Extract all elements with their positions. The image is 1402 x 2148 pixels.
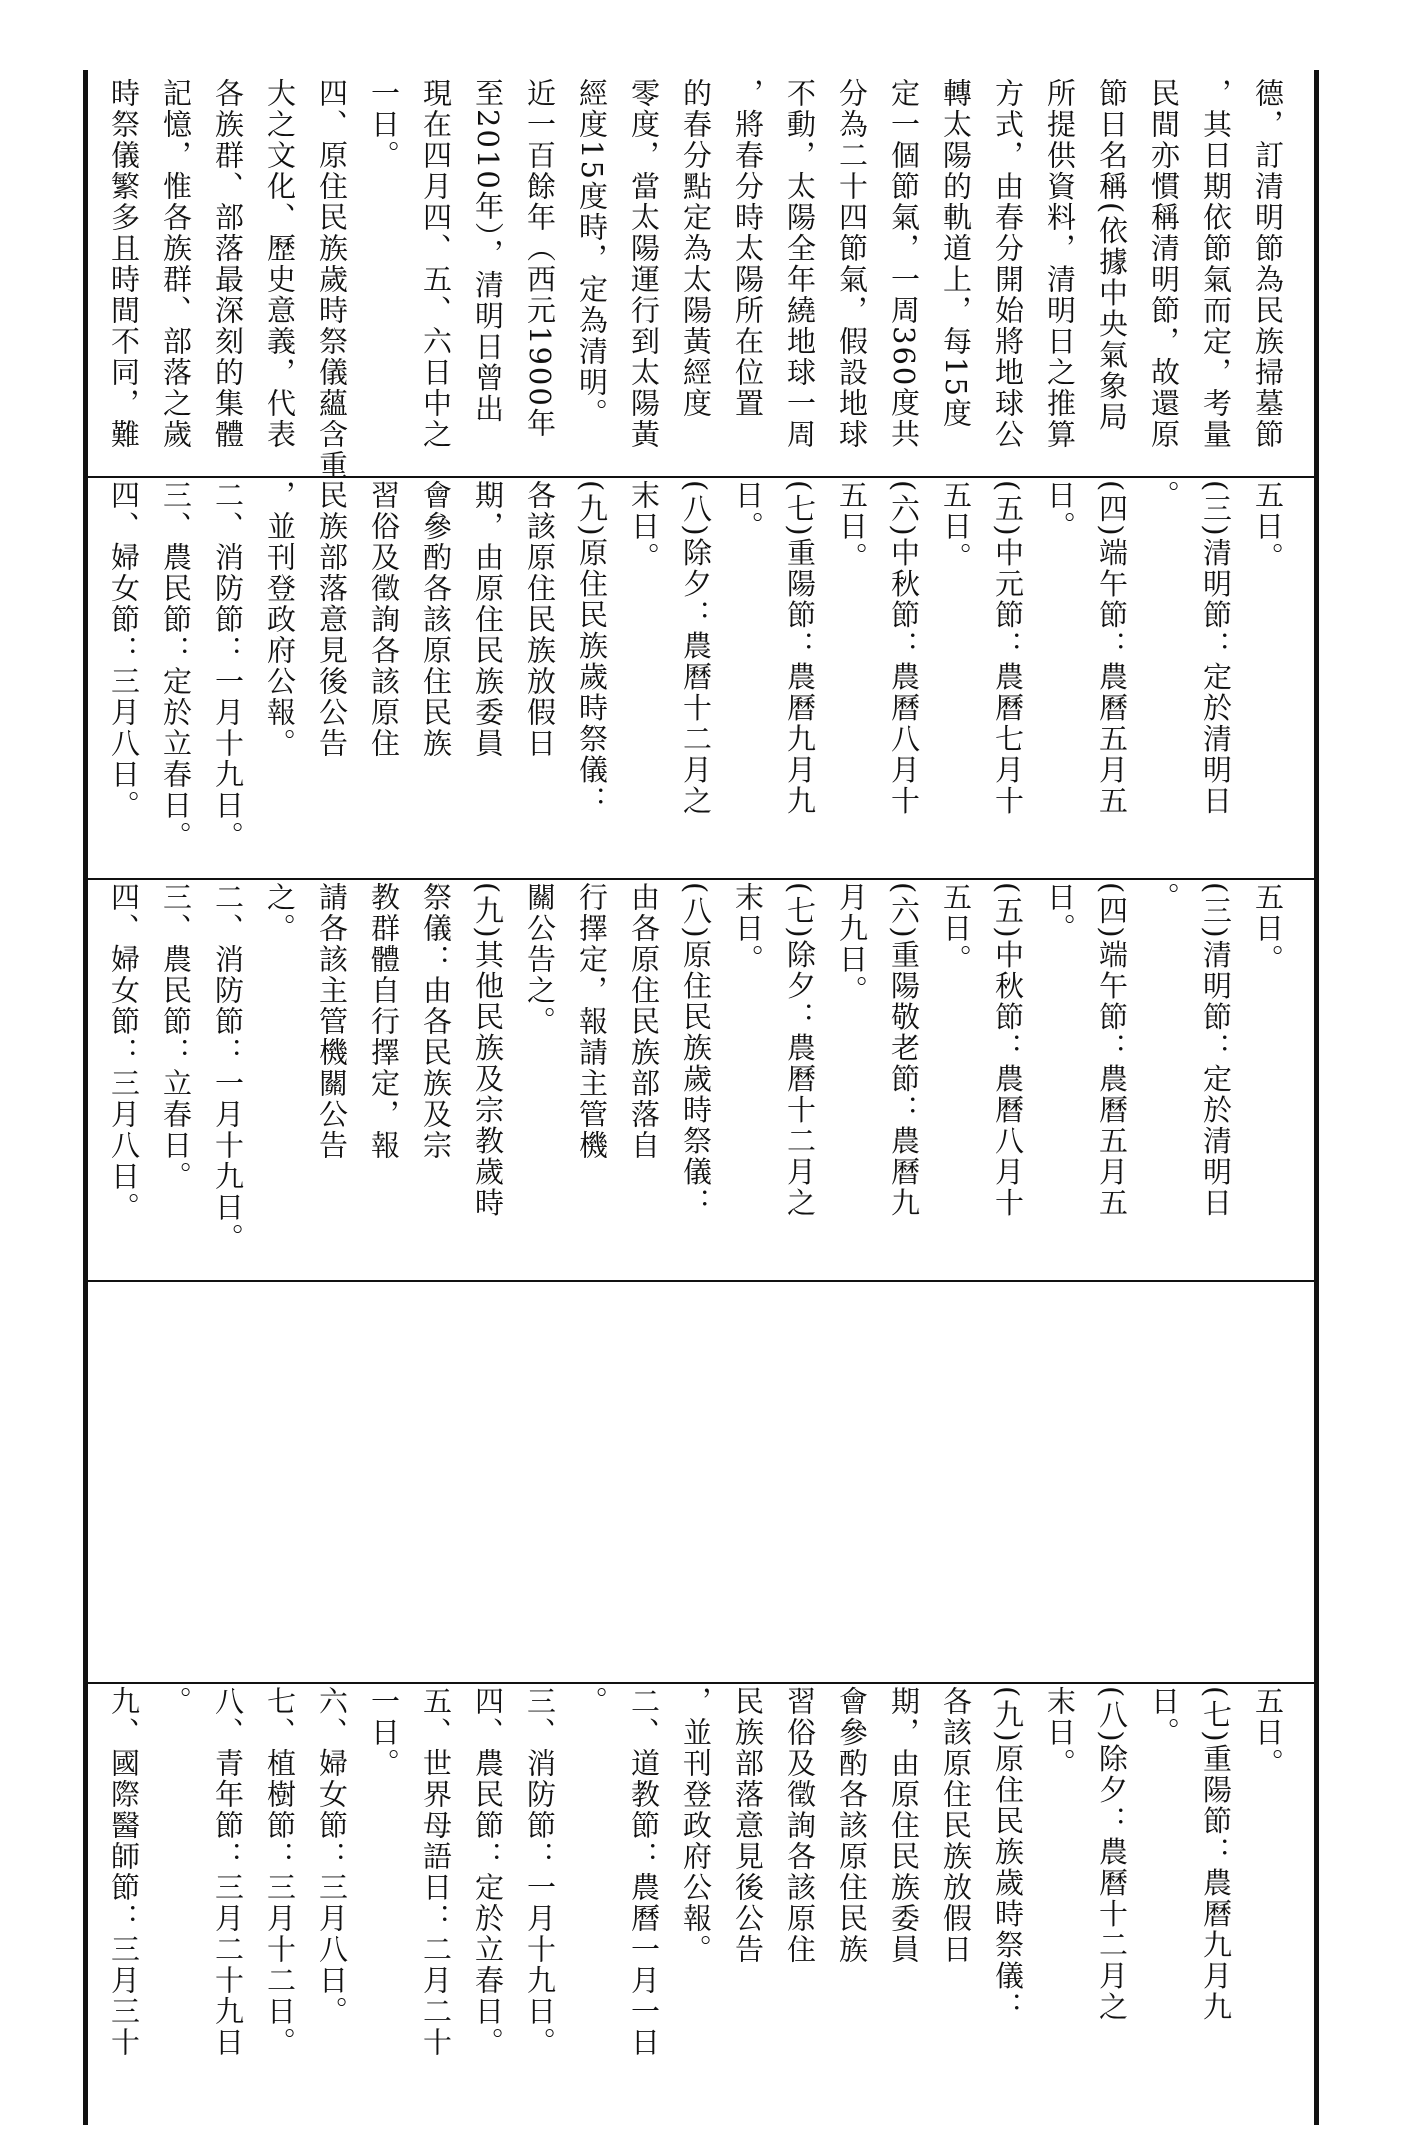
text-column: (三)清明節：定於清明日 [1199,882,1233,1219]
text-column: 現在四月四、五、六日中之 [419,78,453,450]
text-column: 節日名稱(依據中央氣象局 [1095,78,1129,433]
text-column: 日。 [1043,480,1077,542]
text-column: 二、消防節：一月十九日。 [211,882,245,1254]
text-column: (八)除夕：農曆十二月之 [679,480,713,817]
text-column: 九、國際醫師節：三月三十 [107,1686,141,2058]
text-column: 三、消防節：一月十九日。 [523,1686,557,2058]
text-column: (九)原住民族歲時祭儀： [991,1686,1025,2023]
text-column: 方式，由春分開始將地球公 [991,78,1025,450]
text-column: 二、消防節：一月十九日。 [211,480,245,852]
text-column: 八、青年節：三月二十九日 [211,1686,245,2058]
text-column: 四、婦女節：三月八日。 [107,480,141,821]
text-column: 經度15度時，定為清明。 [575,78,609,429]
text-column: 四、婦女節：三月八日。 [107,882,141,1223]
text-column: 零度，當太陽運行到太陽黃 [627,78,661,450]
text-column: 不動，太陽全年繞地球一周 [783,78,817,450]
text-column: 近一百餘年（西元1900年 [523,78,557,439]
text-column: 五、世界母語日：二月二十 [419,1686,453,2058]
table-row-3 [88,882,1314,1274]
row-divider-3 [88,1280,1314,1282]
text-column: 日。 [731,480,765,542]
text-column: 三、農民節：立春日。 [159,882,193,1192]
text-column: 各該原住民族放假日 [523,480,557,759]
text-column: 民間亦慣稱清明節，故還原 [1147,78,1181,450]
text-column: 四、農民節：定於立春日。 [471,1686,505,2058]
text-column: 五日。 [939,480,973,573]
text-column: 請各該主管機關公告 [315,882,349,1161]
text-column: ，並刊登政府公報。 [679,1686,713,1965]
text-column: 末日。 [731,882,765,975]
text-column: 時祭儀繁多且時間不同，難 [107,78,141,450]
text-column-group [88,78,1314,481]
text-column: 各該原住民族放假日 [939,1686,973,1965]
text-column: 。 [1147,882,1181,913]
table-right-border [1314,70,1319,2125]
text-column: 大之文化、歷史意義，代表 [263,78,297,450]
text-column: (六)重陽敬老節：農曆九 [887,882,921,1219]
text-column: ，並刊登政府公報。 [263,480,297,759]
text-column: 日。 [1147,1686,1181,1748]
text-column: 至2010年），清明日曾出 [471,78,505,425]
text-column: 一日。 [367,78,401,171]
text-column: 教群體自行擇定，報 [367,882,401,1161]
text-column: (四)端午節：農曆五月五 [1095,882,1129,1219]
text-column: 所提供資料，清明日之推算 [1043,78,1077,450]
text-column: 五日。 [1251,480,1285,573]
text-column: (三)清明節：定於清明日 [1199,480,1233,817]
text-column: (九)原住民族歲時祭儀： [575,480,609,817]
text-column-group [88,1686,1314,2078]
row-divider-2 [88,878,1314,880]
text-column: (六)中秋節：農曆八月十 [887,480,921,817]
text-column: (五)中秋節：農曆八月十 [991,882,1025,1219]
text-column: 關公告之。 [523,882,557,1037]
text-column: 民族部落意見後公告 [731,1686,765,1965]
table-row-4-empty [88,1284,1314,1676]
text-column: 。 [159,1686,193,1717]
text-column: 期，由原住民族委員 [471,480,505,759]
text-column-group [88,480,1314,872]
text-column: 日。 [1043,882,1077,944]
text-column: 會參酌各該原住民族 [835,1686,869,1965]
text-column: 二、道教節：農曆一月一日 [627,1686,661,2058]
text-column: (九)其他民族及宗教歲時 [471,882,505,1219]
text-column: 之。 [263,882,297,944]
text-column: (七)除夕：農曆十二月之 [783,882,817,1219]
text-column: 記憶，惟各族群、部落之歲 [159,78,193,450]
text-column-group [88,882,1314,1274]
text-column: (八)除夕：農曆十二月之 [1095,1686,1129,2023]
text-column: 。 [575,1686,609,1717]
text-column: 七、植樹節：三月十二日。 [263,1686,297,2058]
text-column: ，其日期依節氣而定，考量 [1199,78,1233,450]
text-column: 轉太陽的軌道上，每15度 [939,78,973,429]
text-column: 一日。 [367,1686,401,1779]
text-column: 五日。 [1251,882,1285,975]
text-column: 定一個節氣，一周360度共 [887,78,921,450]
text-column: 由各原住民族部落自 [627,882,661,1161]
text-column: 三、農民節：定於立春日。 [159,480,193,852]
text-column: (七)重陽節：農曆九月九 [783,480,817,817]
text-column: 行擇定，報請主管機 [575,882,609,1161]
text-column: (八)原住民族歲時祭儀： [679,882,713,1219]
table-row-1 [88,78,1314,481]
text-column: 德，訂清明節為民族掃墓節 [1251,78,1285,450]
text-column: 末日。 [627,480,661,573]
text-column: 五日。 [1251,1686,1285,1779]
text-column: 分為二十四節氣，假設地球 [835,78,869,450]
row-divider-1 [88,476,1314,478]
text-column: 祭儀：由各民族及宗 [419,882,453,1161]
text-column: 習俗及徵詢各該原住 [367,480,401,759]
text-column: 會參酌各該原住民族 [419,480,453,759]
text-column: 的春分點定為太陽黃經度 [679,78,713,419]
text-column: 五日。 [939,882,973,975]
text-column: 民族部落意見後公告 [315,480,349,759]
text-column: 月九日。 [835,882,869,1006]
text-column: 。 [1147,480,1181,511]
text-column: 習俗及徵詢各該原住 [783,1686,817,1965]
text-column: 末日。 [1043,1686,1077,1779]
text-column: (七)重陽節：農曆九月九 [1199,1686,1233,2023]
text-column: 各族群、部落最深刻的集體 [211,78,245,450]
table-row-5 [88,1686,1314,2078]
text-column: (四)端午節：農曆五月五 [1095,480,1129,817]
text-column-group [88,1284,1314,1676]
text-column: 四、原住民族歲時祭儀蘊含重 [315,78,349,481]
table-row-2 [88,480,1314,872]
text-column: 期，由原住民族委員 [887,1686,921,1965]
text-column: 六、婦女節：三月八日。 [315,1686,349,2027]
text-column: (五)中元節：農曆七月十 [991,480,1025,817]
text-column: ，將春分時太陽所在位置 [731,78,765,419]
row-divider-4 [88,1682,1314,1684]
text-column: 五日。 [835,480,869,573]
